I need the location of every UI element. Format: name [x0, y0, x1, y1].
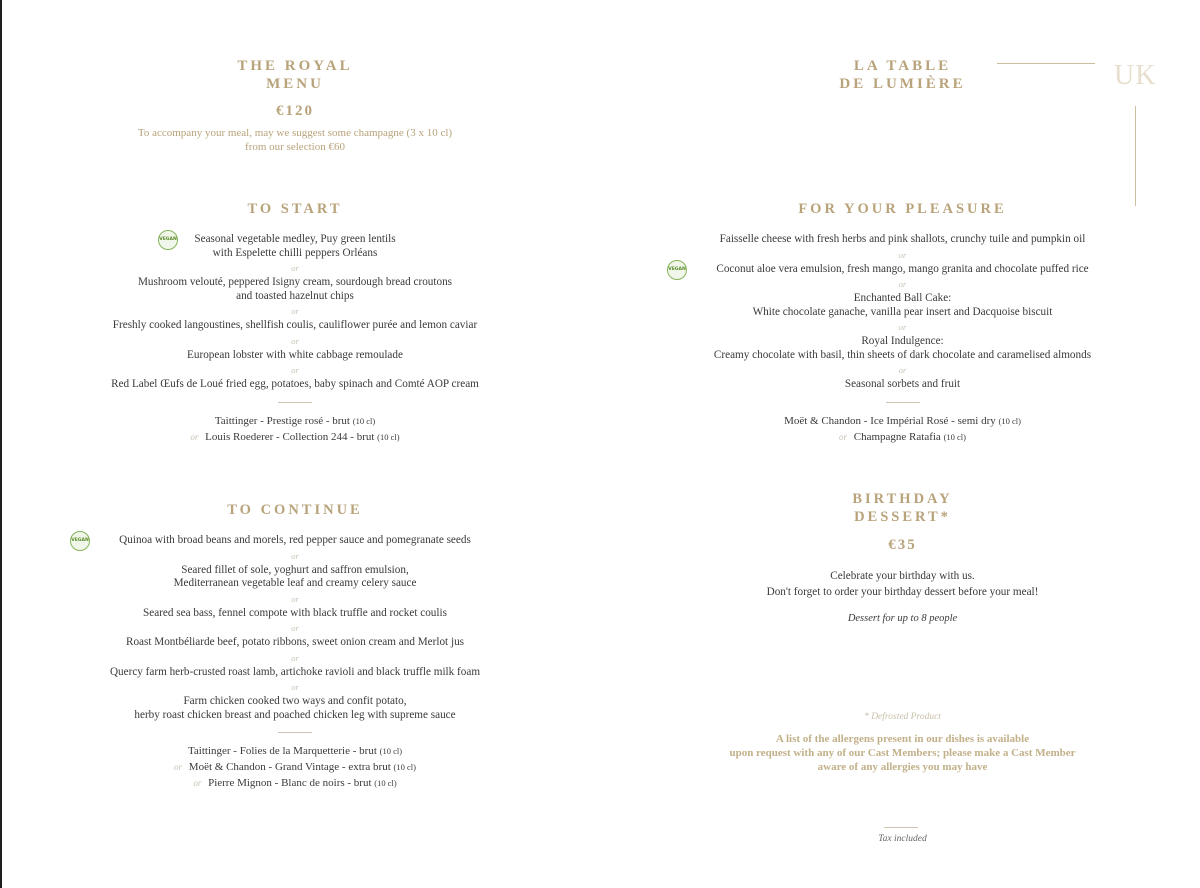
list-item — [650, 263, 1155, 277]
dish-line: Quercy farm herb-crusted roast lamb, artichoke ravioli and black truffle milk foam — [109, 665, 481, 678]
wine-volume: (10 cl) — [352, 415, 376, 426]
dish-line: European lobster with white cabbage remoulade — [187, 348, 403, 361]
wine-name: Taittinger - Prestige rosé - brut — [214, 414, 350, 427]
wine-volume: (10 cl) — [379, 746, 403, 756]
wine-pairing — [70, 743, 520, 759]
menu-title-line2: MENU — [266, 76, 324, 92]
page-edge-rule — [0, 0, 2, 888]
allergen-note-line2: upon request with any of our Cast Members; please make a Cast Member — [729, 747, 1076, 759]
wine-pairing — [70, 429, 520, 445]
left-menu-column — [70, 0, 520, 888]
or-separator: or — [291, 550, 299, 561]
wine-volume: (10 cl) — [998, 415, 1021, 426]
section-divider — [886, 402, 920, 403]
birthday-title-line2: DESSERT* — [854, 509, 951, 525]
dish-line: Quinoa with broad beans and morels, red pepper sauce and pomegranate seeds — [119, 534, 471, 546]
wine-pairing — [650, 429, 1155, 445]
or-separator: or — [291, 652, 299, 663]
list-item — [70, 233, 520, 260]
wine-name: Taittinger - Folies de la Marquetterie - brut — [187, 745, 377, 757]
wine-name: Moët & Chandon - Ice Impérial Rosé - semi dry — [784, 414, 996, 427]
vegan-badge-icon: VEGAN — [70, 531, 90, 551]
wine-volume: (10 cl) — [374, 778, 397, 788]
or-separator: or — [291, 682, 299, 692]
side-rule — [1135, 106, 1136, 206]
section-divider — [278, 732, 312, 733]
to-start-list — [70, 233, 520, 445]
list-item — [70, 534, 520, 548]
dish-line: Coconut aloe vera emulsion, fresh mango, mango granita and chocolate puffed rice — [716, 262, 1089, 275]
section-divider — [278, 402, 312, 403]
menu-title-line1: THE ROYAL — [237, 58, 353, 74]
or-separator: or — [898, 365, 907, 375]
dish-line: and toasted hazelnut chips — [236, 289, 354, 302]
dish-line: Creamy chocolate with basil, thin sheets of dark chocolate and caramelised almonds — [713, 348, 1092, 361]
birthday-subnote: Dessert for up to 8 people — [847, 613, 958, 624]
champagne-note-line1: To accompany your meal, may we suggest some champagne (3 x 10 cl) — [137, 127, 453, 139]
dish-line: Freshly cooked langoustines, shellfish coulis, cauliflower purée and lemon caviar — [112, 319, 478, 331]
header-rule — [997, 63, 1095, 64]
section-title-to-continue: TO CONTINUE — [227, 502, 363, 518]
or-separator: or — [898, 322, 907, 332]
or-separator: or — [291, 306, 299, 316]
wine-pairing — [70, 775, 520, 791]
dish-line: Seared fillet of sole, yoghurt and saffron emulsion, — [181, 563, 409, 576]
or-separator: or — [898, 249, 907, 260]
birthday-price: €35 — [888, 537, 917, 553]
dish-line: Seared sea bass, fennel compote with black truffle and rocket coulis — [143, 606, 447, 619]
list-item — [70, 319, 520, 333]
dish-line: Seasonal vegetable medley, Puy green lentils — [194, 233, 396, 245]
dish-line: Farm chicken cooked two ways and confit potato, — [183, 695, 407, 707]
dish-line: herby roast chicken breast and poached chicken leg with supreme sauce — [134, 708, 456, 721]
list-item — [70, 695, 520, 722]
vegan-badge-icon: VEGAN — [667, 260, 687, 280]
language-label: UK — [1114, 60, 1157, 91]
dish-line: Roast Montbéliarde beef, potato ribbons, sweet onion cream and Merlot jus — [125, 636, 465, 648]
or-separator: or — [193, 778, 202, 788]
wine-name: Pierre Mignon - Blanc de noirs - brut — [208, 777, 372, 789]
allergen-note-line1: A list of the allergens present in our dishes is available — [775, 733, 1030, 745]
wine-pairing — [70, 413, 520, 429]
list-item — [70, 636, 520, 650]
dish-line: Mediterranean vegetable leaf and creamy celery sauce — [173, 577, 417, 589]
or-separator: or — [291, 263, 299, 273]
dish-line: Faisselle cheese with fresh herbs and pink shallots, crunchy tuile and pumpkin oil — [719, 233, 1086, 245]
wine-name: Louis Roederer - Collection 244 - brut — [205, 430, 375, 443]
section-title-to-start: TO START — [247, 201, 343, 217]
list-item — [70, 349, 520, 363]
birthday-text-line2: Don't forget to order your birthday dessert before your meal! — [766, 586, 1039, 598]
restaurant-name-line1: LA TABLE — [853, 58, 952, 74]
dish-line: with Espelette chilli peppers Orléans — [212, 246, 378, 259]
tax-note: Tax included — [878, 834, 927, 844]
wine-name: Moët & Chandon - Grand Vintage - extra brut — [188, 761, 391, 773]
list-item — [70, 378, 520, 392]
dish-line: Royal Indulgence: — [861, 335, 944, 347]
for-your-pleasure-list — [650, 233, 1155, 445]
defrost-note: * Defrosted Product — [864, 712, 941, 722]
wine-volume: (10 cl) — [377, 431, 400, 442]
wine-volume: (10 cl) — [943, 431, 966, 442]
dish-line: White chocolate ganache, vanilla pear insert and Dacquoise biscuit — [752, 305, 1053, 318]
menu-price: €120 — [276, 103, 314, 119]
to-continue-list — [70, 534, 520, 791]
dish-line: Enchanted Ball Cake: — [853, 292, 952, 304]
section-title-for-your-pleasure: FOR YOUR PLEASURE — [798, 201, 1007, 217]
wine-volume: (10 cl) — [393, 762, 416, 772]
dish-line: Red Label Œufs de Loué fried egg, potatoes, baby spinach and Comté AOP cream — [111, 378, 479, 390]
list-item — [650, 292, 1155, 319]
champagne-note-line2: from our selection €60 — [245, 141, 345, 153]
or-separator: or — [190, 431, 199, 442]
list-item — [650, 233, 1155, 247]
or-separator: or — [839, 431, 848, 442]
list-item — [70, 607, 520, 621]
or-separator: or — [174, 762, 183, 772]
list-item — [70, 666, 520, 680]
list-item — [70, 276, 520, 303]
list-item — [650, 378, 1155, 392]
or-separator: or — [291, 593, 299, 604]
restaurant-name-line2: DE LUMIÈRE — [839, 76, 966, 92]
dish-line: Seasonal sorbets and fruit — [844, 378, 961, 390]
or-separator: or — [291, 335, 299, 346]
birthday-title-line1: BIRTHDAY — [852, 491, 953, 507]
or-separator: or — [291, 365, 299, 375]
list-item — [70, 564, 520, 591]
wine-pairing — [70, 759, 520, 775]
or-separator: or — [291, 623, 299, 633]
list-item — [650, 335, 1155, 362]
or-separator: or — [898, 279, 907, 289]
vegan-badge-icon: VEGAN — [158, 230, 178, 250]
right-menu-column — [650, 0, 1155, 888]
wine-pairing — [650, 413, 1155, 429]
tax-divider — [884, 827, 918, 828]
wine-name: Champagne Ratafia — [853, 430, 941, 443]
birthday-text-line1: Celebrate your birthday with us. — [830, 570, 975, 582]
allergen-note-line3: aware of any allergies you may have — [817, 761, 988, 773]
dish-line: Mushroom velouté, peppered Isigny cream, sourdough bread croutons — [137, 276, 453, 288]
